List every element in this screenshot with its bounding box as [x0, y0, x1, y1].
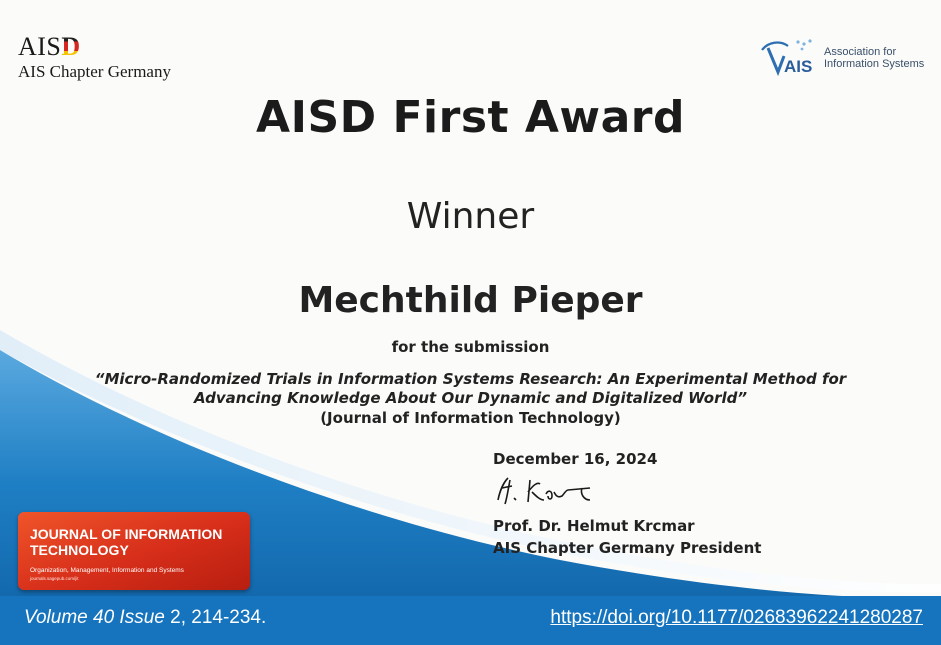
journal-badge-url: journals.sagepub.com/jit — [30, 576, 79, 581]
award-title: AISD First Award — [256, 92, 685, 143]
signer-role: AIS Chapter Germany President — [493, 539, 762, 557]
volume-label: Volume 40 — [24, 607, 115, 628]
journal-badge-line2: TECHNOLOGY — [30, 542, 129, 558]
aisd-mark-text: AISD — [18, 32, 81, 61]
journal-badge-title — [30, 526, 222, 558]
journal-cover-badge — [18, 512, 250, 590]
doi-link[interactable]: https://doi.org/10.1177/02683962241280287 — [550, 607, 923, 628]
ais-name-line2: Information Systems — [824, 58, 925, 70]
journal-badge-line1: JOURNAL OF INFORMATION — [30, 526, 223, 542]
issue-pages: 2, 214-234. — [170, 607, 267, 628]
recipient-name: Mechthild Pieper — [298, 280, 643, 321]
aisd-logo — [18, 34, 171, 82]
for-submission-label: for the submission — [391, 338, 550, 356]
aisd-subtitle: AIS Chapter Germany — [18, 62, 171, 81]
issue-label: Issue — [119, 607, 165, 628]
paper-title — [90, 370, 851, 408]
signer-name: Prof. Dr. Helmut Krcmar — [493, 517, 695, 535]
ais-globe-icon — [758, 36, 820, 80]
ais-abbr: AIS — [784, 57, 813, 76]
volume-issue-citation — [24, 607, 266, 629]
journal-name: (Journal of Information Technology) — [320, 409, 621, 427]
handwritten-signature — [490, 470, 610, 510]
ais-logo — [758, 36, 924, 80]
ais-name-line1: Association for — [824, 46, 897, 58]
paper-title-line2: Advancing Knowledge About Our Dynamic and Digitalized World” — [193, 389, 748, 407]
ais-name — [824, 46, 924, 70]
winner-label: Winner — [406, 196, 535, 237]
aisd-mark — [18, 34, 171, 60]
aisd-mark-flag-letter: D — [61, 32, 81, 61]
paper-title-line1: “Micro-Randomized Trials in Information Systems Research: An Experimental Method for — [94, 370, 847, 388]
signer-block — [493, 515, 761, 559]
journal-badge-subtitle: Organization, Management, Information and Systems — [30, 567, 184, 574]
award-date: December 16, 2024 — [493, 450, 658, 468]
